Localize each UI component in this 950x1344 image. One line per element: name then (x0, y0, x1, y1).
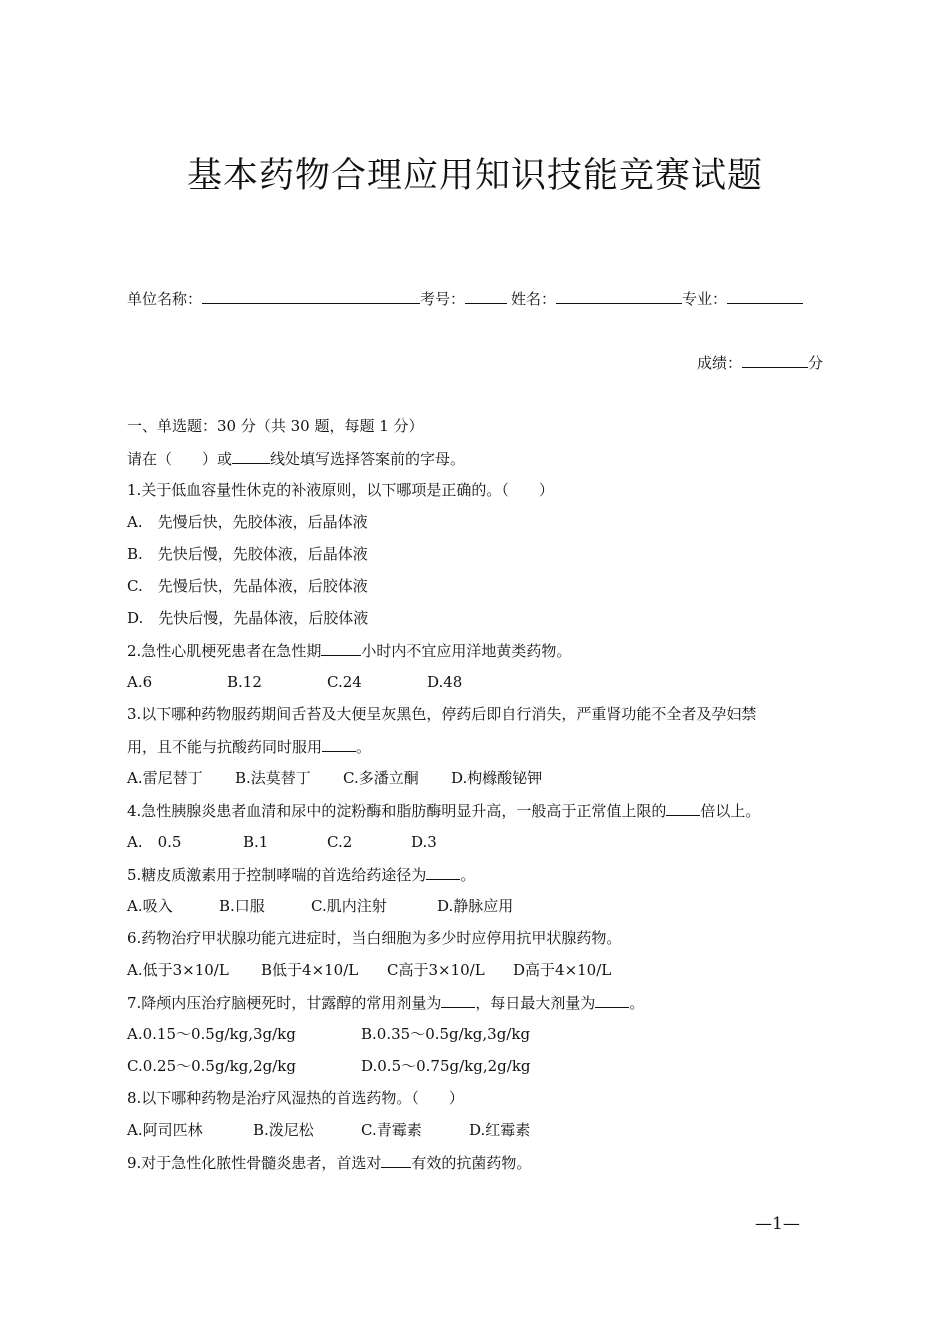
q6-option-b[interactable]: B低于4×10/L (261, 961, 359, 979)
q8-option-c[interactable]: C.青霉素 (361, 1121, 422, 1139)
q3-option-b[interactable]: B.法莫替丁 (235, 769, 311, 787)
q7-options-row-1 (127, 1024, 530, 1044)
q9-blank[interactable] (381, 1152, 411, 1168)
q7-option-b[interactable]: B.0.35～0.5g/kg,3g/kg (361, 1025, 531, 1043)
instruction-part-a: 请在（ ）或 (127, 450, 233, 468)
q3-options (127, 768, 542, 788)
unit-label: 单位名称： (127, 290, 203, 308)
q6-option-a[interactable]: A.低于3×10/L (127, 961, 229, 979)
q3-option-c[interactable]: C.多潘立酮 (343, 769, 419, 787)
q7-text-a: 7.降颅内压治疗脑梗死时，甘露醇的常用剂量为 (127, 994, 442, 1012)
q5-option-b[interactable]: B.口服 (219, 897, 265, 915)
q2-text-a: 2.急性心肌梗死患者在急性期 (127, 642, 322, 660)
q9-text-a: 9.对于急性化脓性骨髓炎患者，首选对 (127, 1154, 382, 1172)
q3-option-d[interactable]: D.枸橼酸铋钾 (451, 769, 543, 787)
q7-option-c[interactable]: C.0.25～0.5g/kg,2g/kg (127, 1057, 296, 1075)
question-6: 6.药物治疗甲状腺功能亢进症时，当白细胞为多少时应停用抗甲状腺药物。 (127, 929, 622, 947)
exam-no-label: 考号： (420, 290, 466, 308)
q8-option-b[interactable]: B.泼尼松 (253, 1121, 314, 1139)
q4-option-b[interactable]: B.1 (243, 833, 269, 851)
q1-option-c[interactable]: C. 先慢后快，先晶体液，后胶体液 (127, 577, 368, 595)
q8-options (127, 1120, 530, 1140)
question-7 (127, 992, 644, 1013)
score-label: 成绩： (697, 354, 743, 372)
q2-option-b[interactable]: B.12 (227, 673, 262, 691)
question-4 (127, 800, 760, 821)
q1-option-a[interactable]: A. 先慢后快，先胶体液，后晶体液 (127, 513, 368, 531)
q1-option-b[interactable]: B. 先快后慢，先胶体液，后晶体液 (127, 545, 368, 563)
q8-option-d[interactable]: D.红霉素 (469, 1121, 531, 1139)
q7-blank-2[interactable] (595, 992, 629, 1008)
exam-no-blank[interactable] (465, 288, 507, 304)
exam-title: 基本药物合理应用知识技能竞赛试题 (186, 156, 763, 196)
q7-options-row-2 (127, 1056, 531, 1076)
q4-text-b: 倍以上。 (700, 802, 761, 820)
question-3-line-2 (127, 736, 371, 757)
section-heading: 一、单选题：30 分（共 30 题，每题 1 分） (127, 417, 424, 435)
q6-option-d[interactable]: D高于4×10/L (513, 961, 612, 979)
q3-text-b: 。 (356, 738, 372, 756)
q3-text-a2: 用，且不能与抗酸药同时服用 (127, 738, 323, 756)
q4-option-a[interactable]: A. 0.5 (127, 833, 182, 851)
q3-option-a[interactable]: A.雷尼替丁 (127, 769, 203, 787)
score-field (697, 352, 823, 373)
major-label: 专业： (682, 290, 728, 308)
question-8: 8.以下哪种药物是治疗风湿热的首选药物。（ ） (127, 1089, 464, 1107)
q4-blank[interactable] (666, 800, 700, 816)
q2-option-d[interactable]: D.48 (427, 673, 463, 691)
q4-option-d[interactable]: D.3 (411, 833, 437, 851)
score-blank[interactable] (742, 352, 808, 368)
score-unit: 分 (808, 354, 824, 372)
question-5 (127, 864, 475, 885)
q7-blank-1[interactable] (441, 992, 475, 1008)
q5-options (127, 896, 513, 916)
q8-option-a[interactable]: A.阿司匹林 (127, 1121, 203, 1139)
name-label: 姓名： (511, 290, 557, 308)
q7-option-d[interactable]: D.0.5～0.75g/kg,2g/kg (361, 1057, 531, 1075)
q5-option-c[interactable]: C.肌内注射 (311, 897, 387, 915)
q2-option-c[interactable]: C.24 (327, 673, 362, 691)
q6-options (127, 960, 611, 980)
q5-text-b: 。 (460, 866, 476, 884)
q4-text-a: 4.急性胰腺炎患者血清和尿中的淀粉酶和脂肪酶明显升高，一般高于正常值上限的 (127, 802, 667, 820)
q4-option-c[interactable]: C.2 (327, 833, 353, 851)
q5-blank[interactable] (426, 864, 460, 880)
major-blank[interactable] (727, 288, 803, 304)
question-3-line-1: 3.以下哪种药物服药期间舌苔及大便呈灰黑色，停药后即自行消失，严重肾功能不全者及孕妇禁 (127, 705, 757, 723)
page-number: —1— (755, 1214, 800, 1234)
instruction-part-b: 线处填写选择答案前的字母。 (270, 450, 466, 468)
q5-option-a[interactable]: A.吸入 (127, 897, 173, 915)
unit-name-blank[interactable] (202, 288, 420, 304)
q2-options (127, 672, 462, 692)
question-9 (127, 1152, 531, 1173)
q2-text-b: 小时内不宜应用洋地黄类药物。 (361, 642, 572, 660)
q6-option-c[interactable]: C高于3×10/L (387, 961, 485, 979)
section-instruction (127, 448, 465, 469)
instruction-blank (232, 448, 270, 464)
question-1: 1.关于低血容量性休克的补液原则，以下哪项是正确的。（ ） (127, 481, 554, 499)
header-fields (127, 288, 803, 309)
q3-blank[interactable] (322, 736, 356, 752)
question-2 (127, 640, 571, 661)
q9-text-b: 有效的抗菌药物。 (411, 1154, 532, 1172)
q5-text-a: 5.糖皮质激素用于控制哮喘的首选给药途径为 (127, 866, 427, 884)
q7-text-b: ，每日最大剂量为 (475, 994, 596, 1012)
q5-option-d[interactable]: D.静脉应用 (437, 897, 514, 915)
name-blank[interactable] (556, 288, 682, 304)
q7-text-c: 。 (629, 994, 645, 1012)
q2-blank[interactable] (321, 640, 361, 656)
q1-option-d[interactable]: D. 先快后慢，先晶体液，后胶体液 (127, 609, 369, 627)
q7-option-a[interactable]: A.0.15～0.5g/kg,3g/kg (127, 1025, 296, 1043)
q2-option-a[interactable]: A.6 (127, 673, 153, 691)
q4-options (127, 832, 437, 852)
